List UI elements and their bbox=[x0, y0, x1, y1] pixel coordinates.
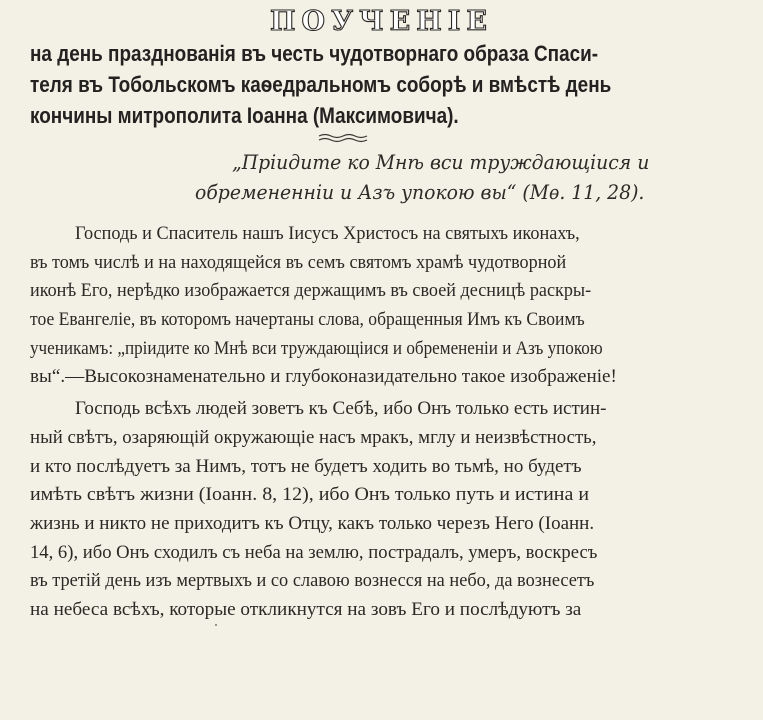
body-line: имѣть свѣтъ жизни (Іоанн. 8, 12), ибо Онъ только путь и истина и bbox=[30, 484, 589, 505]
heading-line-3: кончины митрополита Іоанна (Максимовича). bbox=[30, 103, 459, 128]
body-line: ный свѣтъ, озаряющій окружающіе насъ мракъ, мглу и неизвѣстность, bbox=[30, 427, 597, 448]
body-line: 14, 6), ибо Онъ сходилъ съ неба на землю, пострадалъ, умеръ, воскресъ bbox=[30, 542, 598, 563]
epigraph-line-2: обремененніи и Азъ упокою вы“ (Мѳ. 11, 28). bbox=[195, 180, 645, 204]
body-line: ученикамъ: „пріидите ко Мнѣ вси труждающіися и обремененіи и Азъ упокою bbox=[30, 338, 603, 359]
body-line: и кто послѣдуетъ за Нимъ, тотъ не будетъ ходить во тьмѣ, но будетъ bbox=[30, 456, 582, 477]
body-line: Господь и Спаситель нашъ Іисусъ Христосъ на святыхъ иконахъ, bbox=[75, 223, 580, 244]
body-line: Господь всѣхъ людей зоветъ къ Себѣ, ибо Онъ только есть истин- bbox=[75, 398, 607, 419]
ornament-divider bbox=[317, 133, 369, 143]
ink-speck bbox=[215, 624, 217, 626]
body-line: вы“.—Высокознаменательно и глубоконазидательно такое изображеніе! bbox=[30, 366, 617, 387]
body-line: на небеса всѣхъ, которые откликнутся на зовъ Его и послѣдуютъ за bbox=[30, 599, 582, 620]
document-title: ПОУЧЕНІЕ bbox=[270, 6, 493, 37]
body-line: жизнь и никто не приходитъ къ Отцу, какъ только черезъ Него (Іоанн. bbox=[30, 513, 595, 534]
body-line: въ томъ числѣ и на находящейся въ семъ святомъ храмѣ чудотворной bbox=[30, 252, 567, 273]
body-line: иконѣ Его, нерѣдко изображается держащимъ въ своей десницѣ раскры- bbox=[30, 280, 592, 301]
body-line: въ третій день изъ мертвыхъ и со славою вознесся на небо, да вознесетъ bbox=[30, 570, 595, 591]
epigraph-line-1: „Пріидите ко Мнѣ вси труждающіися и bbox=[232, 150, 650, 174]
heading-line-2: теля въ Тобольскомъ каѳедральномъ соборѣ и вмѣстѣ день bbox=[30, 72, 612, 97]
body-line: тое Евангеліе, въ которомъ начертаны слова, обращенныя Имъ къ Своимъ bbox=[30, 309, 585, 330]
heading-line-1: на день празднованія въ честь чудотворнаго образа Спаси- bbox=[30, 41, 599, 66]
